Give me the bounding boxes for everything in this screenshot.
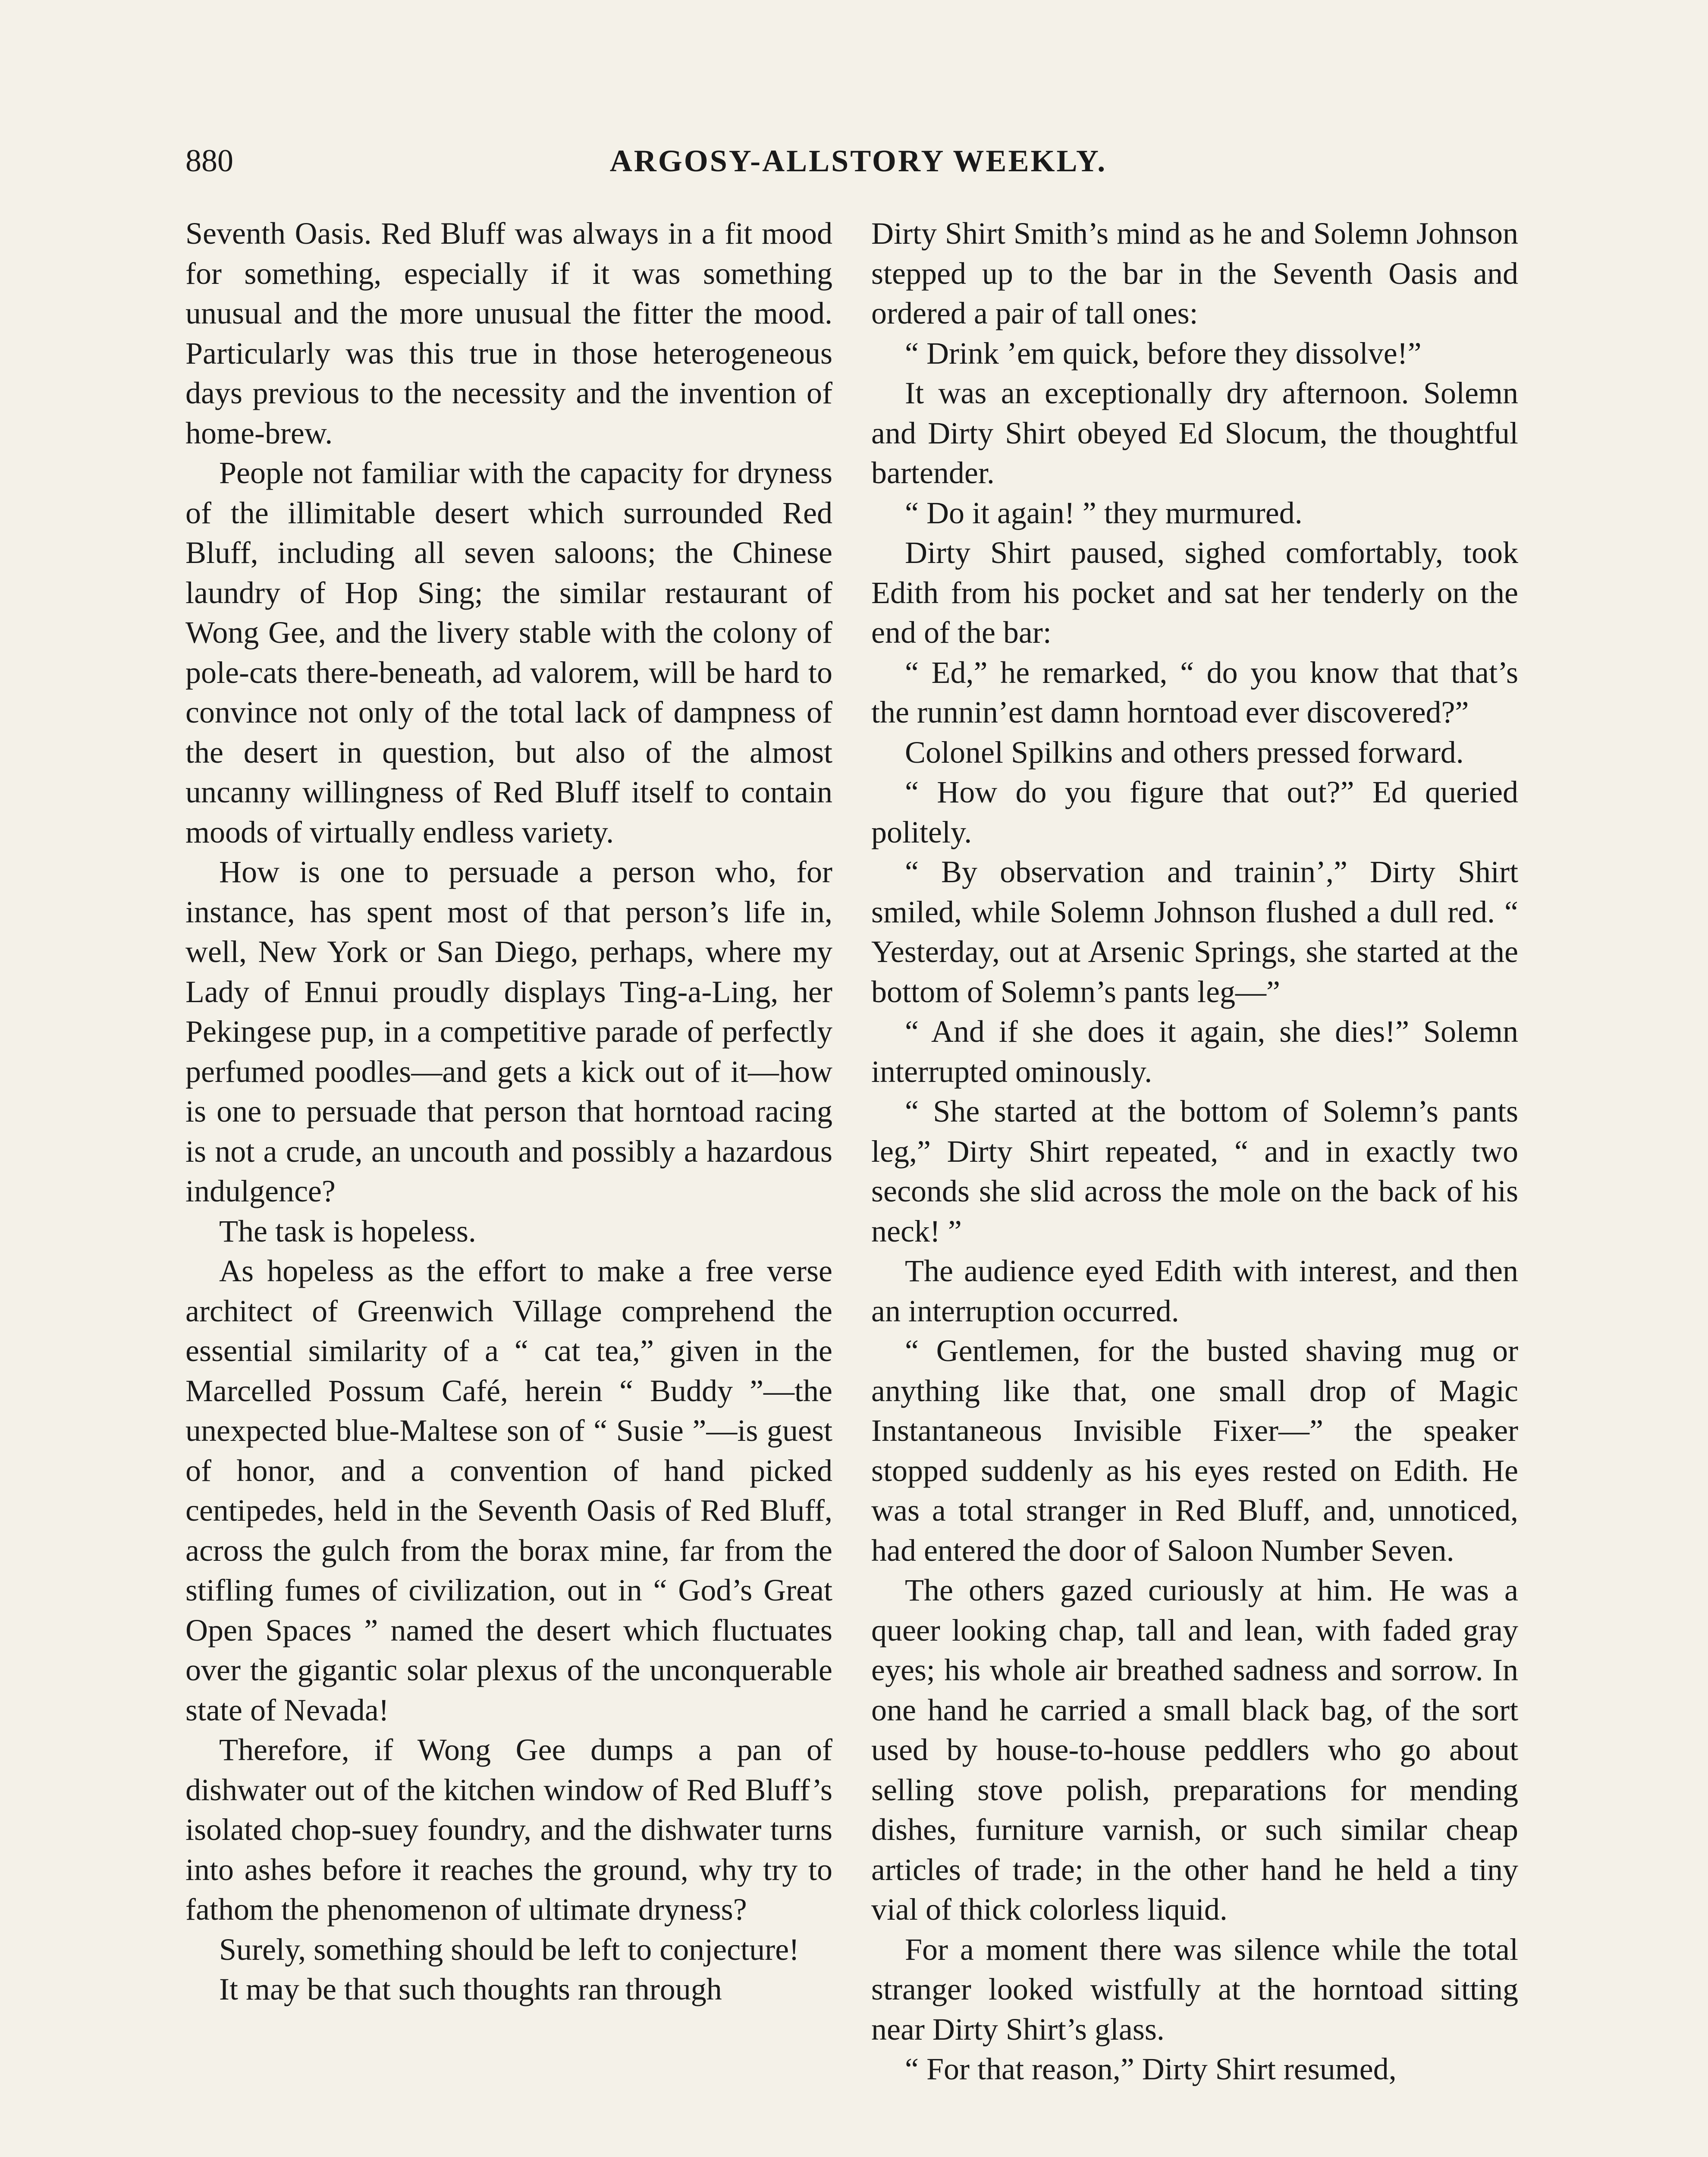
paragraph: “ And if she does it again, she dies!” Solemn interrupted ominously. (871, 1014, 1518, 1089)
paragraph: “ How do you figure that out?” Ed queried politely. (871, 775, 1518, 849)
paragraph: For a moment there was silence while the total stranger looked wistfully at the horntoad sitting near Dirty Shirt’s glass. (871, 1932, 1518, 2047)
paragraph: It was an exceptionally dry afternoon. Solemn and Dirty Shirt obeyed Ed Slocum, the thoughtful bartender. (871, 376, 1518, 490)
paragraph: Dirty Shirt paused, sighed comfortably, took Edith from his pocket and sat her tenderly on the end of the bar: (871, 535, 1518, 650)
page-header (185, 137, 1531, 185)
left-column (185, 214, 832, 2009)
paragraph: “ Do it again! ” they murmured. (905, 495, 1303, 530)
paragraph: Colonel Spilkins and others pressed forward. (905, 735, 1464, 770)
paragraph: As hopeless as the effort to make a free verse architect of Greenwich Village comprehend the essential similarity of a “ cat tea,” given in the Marcelled Possum Café, herein “ Buddy ”—the unexpected blue-Maltese son of “ Susie ”—is guest of honor, and a convention of hand picked centipedes, held in the Seventh Oasis of Red Bluff, across the gulch from the borax mine, far from the stifling fumes of civilization, out in “ God’s Great Open Spaces ” named the desert which fluctuates over the gigantic solar plexus of the unconquerable state of Nevada! (185, 1254, 832, 1727)
paragraph: The task is hopeless. (219, 1214, 476, 1248)
paragraph: Surely, something should be left to conjecture! (219, 1932, 800, 1967)
paragraph: How is one to persuade a person who, for instance, has spent most of that person’s life in, well, New York or San Diego, perhaps, where my Lady of Ennui proudly displays Ting-a-Ling, her Pekingese pup, in a competitive parade of perfectly perfumed poodles—and gets a kick out of it—how is one to persuade that person that horntoad racing is not a crude, an uncouth and possibly a hazardous indulgence? (185, 855, 832, 1208)
paragraph: The others gazed curiously at him. He was a queer looking chap, tall and lean, with faded gray eyes; his whole air breathed sadness and sorrow. In one hand he carried a small black bag, of the sort used by house-to-house peddlers who go about selling stove polish, preparations for mending dishes, furniture varnish, or such similar cheap articles of trade; in the other hand he held a tiny vial of thick colorless liquid. (871, 1573, 1518, 1927)
paragraph: “ Drink ’em quick, before they dissolve!” (905, 336, 1422, 371)
paragraph: “ By observation and trainin’,” Dirty Shirt smiled, while Solemn Johnson flushed a dull red. “ Yesterday, out at Arsenic Springs, she started at the bottom of Solemn’s pants leg—” (871, 855, 1518, 1009)
paragraph: It may be that such thoughts ran through (219, 1972, 722, 2006)
page-number: 880 (185, 143, 233, 179)
paragraph: “ For that reason,” Dirty Shirt resumed, (905, 2052, 1397, 2086)
paragraph: Seventh Oasis. Red Bluff was always in a fit mood for something, especially if it was something unusual and the more unusual the fitter the mood. Particularly was this true in those heterogeneous days previous to the necessity and the invention of home-brew. (185, 216, 832, 450)
right-column (871, 214, 1518, 2089)
paragraph: “ Gentlemen, for the busted shaving mug or anything like that, one small drop of Magic Instantaneous Invisible Fixer—” the speaker stopped suddenly as his eyes rested on Edith. He was a total stranger in Red Bluff, and, unnoticed, had entered the door of Saloon Number Seven. (871, 1333, 1518, 1568)
paragraph: “ She started at the bottom of Solemn’s pants leg,” Dirty Shirt repeated, “ and in exactly two seconds she slid across the mole on the back of his neck! ” (871, 1094, 1518, 1248)
paragraph: Therefore, if Wong Gee dumps a pan of dishwater out of the kitchen window of Red Bluff’s isolated chop-suey foundry, and the dishwater turns into ashes before it reaches the ground, why try to fathom the phenomenon of ultimate dryness? (185, 1733, 832, 1927)
paragraph: People not familiar with the capacity for dryness of the illimitable desert which surrounded Red Bluff, including all seven saloons; the Chinese laundry of Hop Sing; the similar restaurant of Wong Gee, and the livery stable with the colony of pole-cats there-beneath, ad valorem, will be hard to convince not only of the total lack of dampness of the desert in question, but also of the almost uncanny willingness of Red Bluff itself to contain moods of virtually endless variety. (185, 456, 832, 849)
paragraph: The audience eyed Edith with interest, and then an interruption occurred. (871, 1254, 1518, 1328)
paragraph: “ Ed,” he remarked, “ do you know that that’s the runnin’est damn horntoad ever discovered?” (871, 655, 1518, 729)
running-title: ARGOSY-ALLSTORY WEEKLY. (609, 144, 1107, 178)
paragraph: Dirty Shirt Smith’s mind as he and Solemn Johnson stepped up to the bar in the Seventh Oasis and ordered a pair of tall ones: (871, 216, 1518, 330)
